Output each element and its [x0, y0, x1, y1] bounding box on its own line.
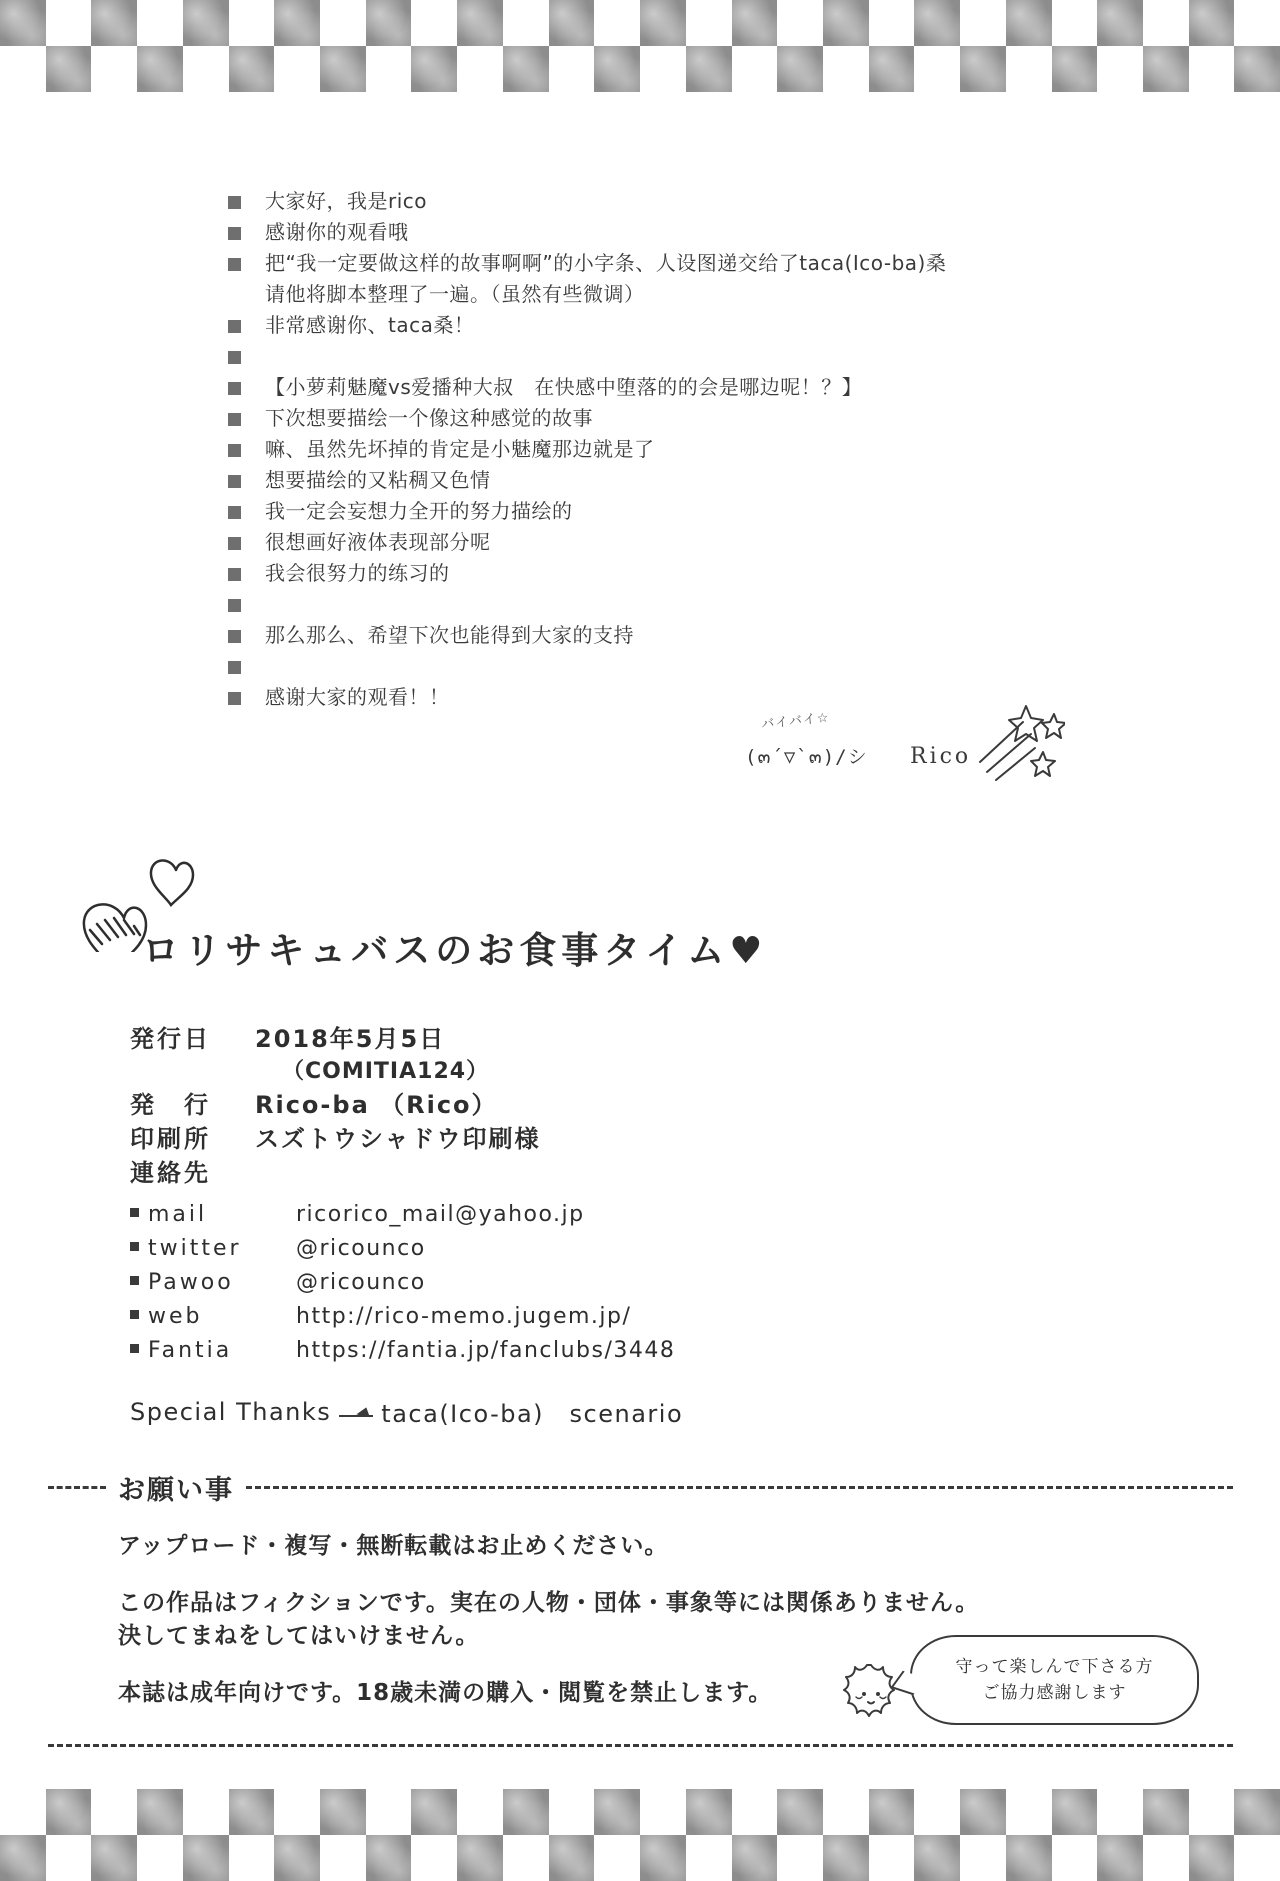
checker-cell: [960, 1835, 1006, 1881]
contact-value[interactable]: @ricounco: [296, 1270, 426, 1295]
square-bullet-icon: [228, 320, 241, 333]
checker-cell: [1189, 1835, 1235, 1881]
checker-cell: [274, 0, 320, 46]
colophon-row: [130, 1088, 930, 1122]
special-thanks-row: [130, 1394, 930, 1429]
checker-cell: [320, 0, 366, 46]
checker-cell: [1143, 46, 1189, 92]
checker-cell: [1143, 0, 1189, 46]
square-bullet-icon: [228, 258, 241, 271]
checker-cell: [1189, 46, 1235, 92]
contact-key: Pawoo: [148, 1270, 234, 1295]
afterword-line: [228, 341, 1088, 372]
checker-cell: [1234, 46, 1280, 92]
checker-cell: [229, 46, 275, 92]
checker-cell: [411, 46, 457, 92]
checker-cell: [274, 1835, 320, 1881]
colophon-row: [130, 1022, 930, 1056]
afterword-line-text: 把“我一定要做这样的故事啊啊”的小字条、人设图递交给了taca(Ico-ba)桑: [265, 251, 947, 275]
checker-cell: [732, 0, 778, 46]
square-bullet-icon: [130, 1242, 139, 1251]
notice-paragraph: 本誌は成年向けです。18歳未満の購入・閲覧を禁止します。: [118, 1680, 773, 1706]
afterword-line-text: 想要描绘的又粘稠又色情: [265, 468, 491, 492]
afterword-line-text: 非常感谢你、taca桑！: [265, 313, 475, 337]
contact-row: [130, 1334, 930, 1368]
checker-cell: [183, 1835, 229, 1881]
mascot-blob-icon: [840, 1661, 902, 1725]
contact-value[interactable]: @ricounco: [296, 1236, 426, 1261]
checker-cell: [960, 46, 1006, 92]
square-bullet-icon: [228, 537, 241, 550]
checker-cell: [1143, 1835, 1189, 1881]
square-bullet-icon: [130, 1310, 139, 1319]
sparkle-decoration-icon: [735, 700, 1065, 810]
checker-cell: [457, 0, 503, 46]
afterword-line-text: 嘛、虽然先坏掉的肯定是小魅魔那边就是了: [265, 437, 655, 461]
square-bullet-icon: [228, 475, 241, 488]
contact-row: [130, 1300, 930, 1334]
checker-cell: [914, 1789, 960, 1835]
checker-cell: [274, 46, 320, 92]
bubble-line-1: 守って楽しんで下さる方: [955, 1657, 1154, 1677]
checker-cell: [1052, 1835, 1098, 1881]
signature-block: [735, 700, 1065, 810]
colophon-row: [130, 1122, 930, 1156]
checker-cell: [1234, 0, 1280, 46]
afterword-line: [228, 651, 1088, 682]
afterword-line-text: 请他将脚本整理了一遍。（虽然有些微调）: [265, 282, 645, 306]
checker-cell: [549, 1789, 595, 1835]
checker-cell: [0, 46, 46, 92]
afterword-line: [228, 527, 1088, 558]
checker-cell: [777, 46, 823, 92]
colophon-block: [130, 1022, 930, 1429]
checker-cell: [457, 1835, 503, 1881]
checker-cell: [686, 1835, 732, 1881]
square-bullet-icon: [228, 599, 241, 612]
afterword-line: [228, 217, 1088, 248]
checker-cell: [46, 0, 92, 46]
checker-cell: [183, 1789, 229, 1835]
contact-row: [130, 1266, 930, 1300]
checker-cell: [869, 46, 915, 92]
square-bullet-icon: [228, 568, 241, 581]
checker-cell: [594, 0, 640, 46]
colophon-subvalue: （COMITIA124）: [282, 1059, 490, 1084]
checker-cell: [823, 1789, 869, 1835]
afterword-line: [228, 248, 1088, 279]
notice-paragraph: この作品はフィクションです。実在の人物・団体・事象等には関係ありません。 決してまねをしてはいけません。: [118, 1590, 980, 1649]
checker-cell: [274, 1789, 320, 1835]
checker-cell: [0, 1835, 46, 1881]
checker-cell: [1234, 1835, 1280, 1881]
notice-paragraph: アップロード・複写・無断転載はお止めください。: [118, 1533, 669, 1559]
afterword-line: [228, 496, 1088, 527]
checker-cell: [457, 46, 503, 92]
checker-cell: [640, 1835, 686, 1881]
colophon-label: 発行日: [130, 1025, 211, 1053]
checker-cell: [549, 1835, 595, 1881]
checker-cell: [366, 1835, 412, 1881]
checker-border-bottom: [0, 1789, 1280, 1881]
checker-cell: [1006, 1789, 1052, 1835]
mascot-speech-block: [840, 1635, 1210, 1765]
bubble-line-2: ご協力感謝します: [982, 1683, 1127, 1703]
checker-cell: [686, 0, 732, 46]
checker-cell: [732, 1835, 778, 1881]
checker-cell: [549, 46, 595, 92]
signature-author-name: Rico: [910, 744, 972, 769]
checker-cell: [366, 0, 412, 46]
checker-cell: [1006, 1835, 1052, 1881]
checker-cell: [869, 1789, 915, 1835]
checker-cell: [229, 0, 275, 46]
checker-cell: [0, 1789, 46, 1835]
checker-cell: [503, 1789, 549, 1835]
checker-cell: [1234, 1789, 1280, 1835]
square-bullet-icon: [130, 1276, 139, 1285]
colophon-label: 印刷所: [130, 1125, 211, 1153]
afterword-line: [228, 589, 1088, 620]
checker-cell: [914, 46, 960, 92]
checker-cell: [823, 46, 869, 92]
checker-cell: [594, 46, 640, 92]
checker-cell: [411, 0, 457, 46]
checker-cell: [320, 1789, 366, 1835]
checker-cell: [640, 46, 686, 92]
checker-cell: [914, 1835, 960, 1881]
square-bullet-icon: [228, 351, 241, 364]
square-bullet-icon: [228, 506, 241, 519]
checker-cell: [594, 1789, 640, 1835]
checker-cell: [1189, 0, 1235, 46]
title-text: ロリサキュバスのお食事タイム♥: [142, 929, 768, 972]
notice-title: お願い事: [118, 1474, 234, 1506]
colophon-value: 2018年5月5日: [255, 1025, 446, 1053]
checker-cell: [1052, 0, 1098, 46]
colophon-row: [130, 1156, 930, 1190]
square-bullet-icon: [228, 444, 241, 457]
checker-cell: [366, 46, 412, 92]
colophon-label: 連絡先: [130, 1159, 211, 1187]
dashed-rule-right: [246, 1486, 1233, 1489]
checker-cell: [869, 0, 915, 46]
checker-cell: [1006, 0, 1052, 46]
afterword-text-block: [228, 186, 1088, 713]
checker-cell: [137, 0, 183, 46]
contact-key: Fantia: [148, 1338, 233, 1363]
checker-cell: [914, 0, 960, 46]
checker-cell: [457, 1789, 503, 1835]
checker-cell: [137, 1789, 183, 1835]
square-bullet-icon: [228, 382, 241, 395]
checker-cell: [137, 1835, 183, 1881]
checker-cell: [823, 0, 869, 46]
checker-cell: [1097, 1835, 1143, 1881]
afterword-line: [228, 403, 1088, 434]
checker-cell: [320, 46, 366, 92]
checker-cell: [411, 1835, 457, 1881]
contact-key: web: [148, 1304, 203, 1329]
afterword-line: [228, 620, 1088, 651]
checker-cell: [137, 46, 183, 92]
square-bullet-icon: [228, 630, 241, 643]
checker-cell: [686, 1789, 732, 1835]
contact-value[interactable]: https://fantia.jp/fanclubs/3448: [296, 1338, 676, 1363]
afterword-line: [228, 310, 1088, 341]
checker-cell: [46, 46, 92, 92]
checker-cell: [91, 46, 137, 92]
afterword-line-text: 感谢你的观看哦: [265, 220, 409, 244]
square-bullet-icon: [228, 413, 241, 426]
contact-key: mail: [148, 1202, 208, 1227]
checker-cell: [91, 0, 137, 46]
checker-cell: [1189, 1789, 1235, 1835]
checker-cell: [960, 1789, 1006, 1835]
checker-cell: [1052, 46, 1098, 92]
checker-cell: [777, 1835, 823, 1881]
signature-bye-text: バイバイ☆: [760, 710, 831, 733]
contact-key: twitter: [148, 1236, 242, 1261]
square-bullet-icon: [130, 1344, 139, 1353]
checker-cell: [366, 1789, 412, 1835]
notice-heading-row: [48, 1470, 1233, 1504]
afterword-line: [228, 465, 1088, 496]
checker-cell: [732, 46, 778, 92]
contact-row: [130, 1232, 930, 1266]
afterword-line-text: 很想画好液体表现部分呢: [265, 530, 491, 554]
checker-cell: [91, 1789, 137, 1835]
checker-cell: [1097, 46, 1143, 92]
checker-cell: [777, 1789, 823, 1835]
checker-cell: [549, 0, 595, 46]
checker-cell: [1143, 1789, 1189, 1835]
checker-border-top: [0, 0, 1280, 92]
afterword-line-text: 我一定会妄想力全开的努力描绘的: [265, 499, 573, 523]
afterword-line-text: 那么那么、希望下次也能得到大家的支持: [265, 623, 634, 647]
afterword-line-text: 下次想要描绘一个像这种感觉的故事: [265, 406, 593, 430]
book-title-block: [72, 880, 892, 1010]
colophon-label: 発 行: [130, 1091, 211, 1119]
checker-cell: [594, 1835, 640, 1881]
afterword-line-text: 我会很努力的练习的: [265, 561, 450, 585]
contact-list: [130, 1198, 930, 1368]
checker-cell: [229, 1835, 275, 1881]
afterword-line: [228, 558, 1088, 589]
square-bullet-icon: [130, 1208, 139, 1217]
contact-row: [130, 1198, 930, 1232]
checker-cell: [503, 1835, 549, 1881]
checker-cell: [732, 1789, 778, 1835]
colophon-value: Rico-ba （Rico）: [255, 1091, 498, 1119]
checker-cell: [411, 1789, 457, 1835]
checker-cell: [183, 0, 229, 46]
checker-cell: [686, 46, 732, 92]
checker-cell: [1097, 1789, 1143, 1835]
square-bullet-icon: [228, 692, 241, 705]
checker-cell: [46, 1789, 92, 1835]
afterword-line-text: 感谢大家的观看！！: [265, 685, 450, 709]
dashed-rule-left: [48, 1486, 106, 1489]
checker-cell: [46, 1835, 92, 1881]
checker-cell: [503, 0, 549, 46]
speech-bubble: [910, 1635, 1199, 1725]
signature-kaomoji: (๓´▽`๓)/シ: [745, 746, 868, 768]
checker-cell: [91, 1835, 137, 1881]
checker-cell: [183, 46, 229, 92]
afterword-line: [228, 186, 1088, 217]
checker-cell: [320, 1835, 366, 1881]
checker-cell: [960, 0, 1006, 46]
afterword-line: [228, 279, 1088, 310]
colophon-value: スズトウシャドウ印刷様: [255, 1125, 541, 1153]
square-bullet-icon: [228, 196, 241, 209]
checker-cell: [640, 0, 686, 46]
checker-cell: [640, 1789, 686, 1835]
afterword-line-text: 大家好，我是rico: [265, 189, 428, 213]
contact-value[interactable]: http://rico-memo.jugem.jp/: [296, 1304, 632, 1329]
special-thanks-value: taca(Ico-ba) scenario: [381, 1400, 684, 1428]
arrow-icon: [339, 1404, 373, 1420]
checker-cell: [229, 1789, 275, 1835]
afterword-line-text: 【小萝莉魅魔vs爱播种大叔 在快感中堕落的的会是哪边呢！？】: [265, 375, 863, 399]
afterword-line: [228, 372, 1088, 403]
checker-cell: [1006, 46, 1052, 92]
checker-cell: [503, 46, 549, 92]
checker-cell: [1097, 0, 1143, 46]
checker-cell: [0, 0, 46, 46]
checker-cell: [823, 1835, 869, 1881]
square-bullet-icon: [228, 227, 241, 240]
contact-value[interactable]: ricorico_mail@yahoo.jp: [296, 1202, 585, 1227]
checker-cell: [869, 1835, 915, 1881]
checker-cell: [1052, 1789, 1098, 1835]
checker-cell: [777, 0, 823, 46]
square-bullet-icon: [228, 661, 241, 674]
special-thanks-label: Special Thanks: [130, 1397, 332, 1426]
afterword-line: [228, 434, 1088, 465]
